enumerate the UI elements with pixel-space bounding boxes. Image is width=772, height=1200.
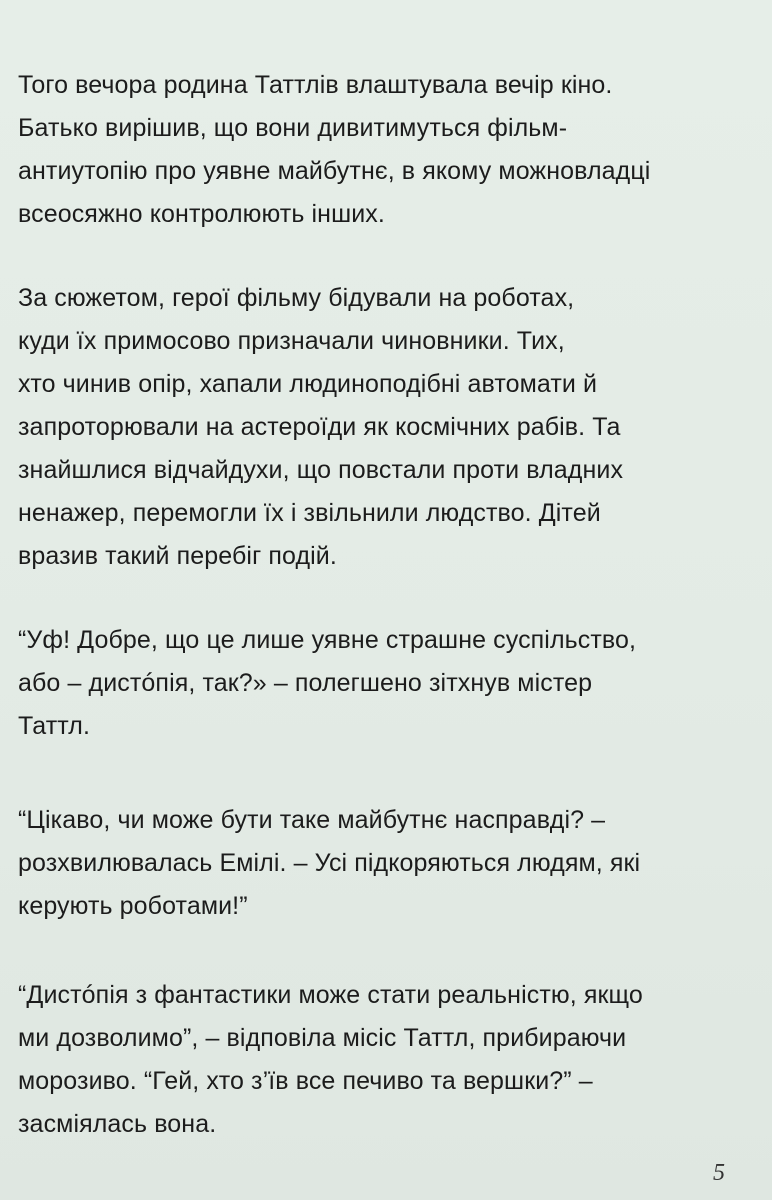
paragraph-2-line-7: вразив такий перебіг подій. bbox=[18, 542, 337, 570]
paragraph-1-line-2: Батько вирішив, що вони дивитимуться фільм- bbox=[18, 114, 568, 142]
paragraph-2-line-3: хто чинив опір, хапали людиноподібні автомати й bbox=[18, 370, 598, 398]
paragraph-2-line-6: ненажер, перемогли їх і звільнили людство. Дітей bbox=[18, 499, 601, 527]
paragraph-5-line-3: морозиво. “Гей, хто з’їв все печиво та вершки?” – bbox=[18, 1067, 593, 1095]
paragraph-2-line-5: знайшлися відчайдухи, що повстали проти владних bbox=[18, 456, 624, 484]
paragraph-5-line-1: “Дистóпія з фантастики може стати реальністю, якщо bbox=[18, 981, 643, 1009]
paragraph-4-line-1: “Цікаво, чи може бути таке майбутнє насправді? – bbox=[18, 806, 606, 834]
paragraph-1-line-1: Того вечора родина Таттлів влаштувала вечір кіно. bbox=[18, 71, 613, 99]
paragraph-5-line-2: ми дозволимо”, – відповіла місіс Таттл, прибираючи bbox=[18, 1024, 627, 1052]
page-number: 5 bbox=[713, 1160, 725, 1186]
paragraph-4-line-2: розхвилювалась Емілі. – Усі підкоряються людям, які bbox=[18, 849, 641, 877]
paragraph-2-line-2: куди їх примосово призначали чиновники. Тих, bbox=[18, 327, 565, 355]
paragraph-1-line-3: антиутопію про уявне майбутнє, в якому можновладці bbox=[18, 157, 651, 185]
paragraph-1-line-4: всеосяжно контролюють інших. bbox=[18, 200, 385, 228]
paragraph-3-line-2: або – дистóпія, так?» – полегшено зітхнув містер bbox=[18, 669, 593, 697]
paragraph-3-line-1: “Уф! Добре, що це лише уявне страшне суспільство, bbox=[18, 626, 637, 654]
paragraph-3-line-3: Таттл. bbox=[18, 712, 90, 740]
paragraph-5-line-4: засміялась вона. bbox=[18, 1110, 217, 1138]
paragraph-4-line-3: керують роботами!” bbox=[18, 892, 248, 920]
paragraph-2-line-4: запроторювали на астероїди як космічних рабів. Та bbox=[18, 413, 621, 441]
paragraph-2-line-1: За сюжетом, герої фільму бідували на роботах, bbox=[18, 284, 575, 312]
